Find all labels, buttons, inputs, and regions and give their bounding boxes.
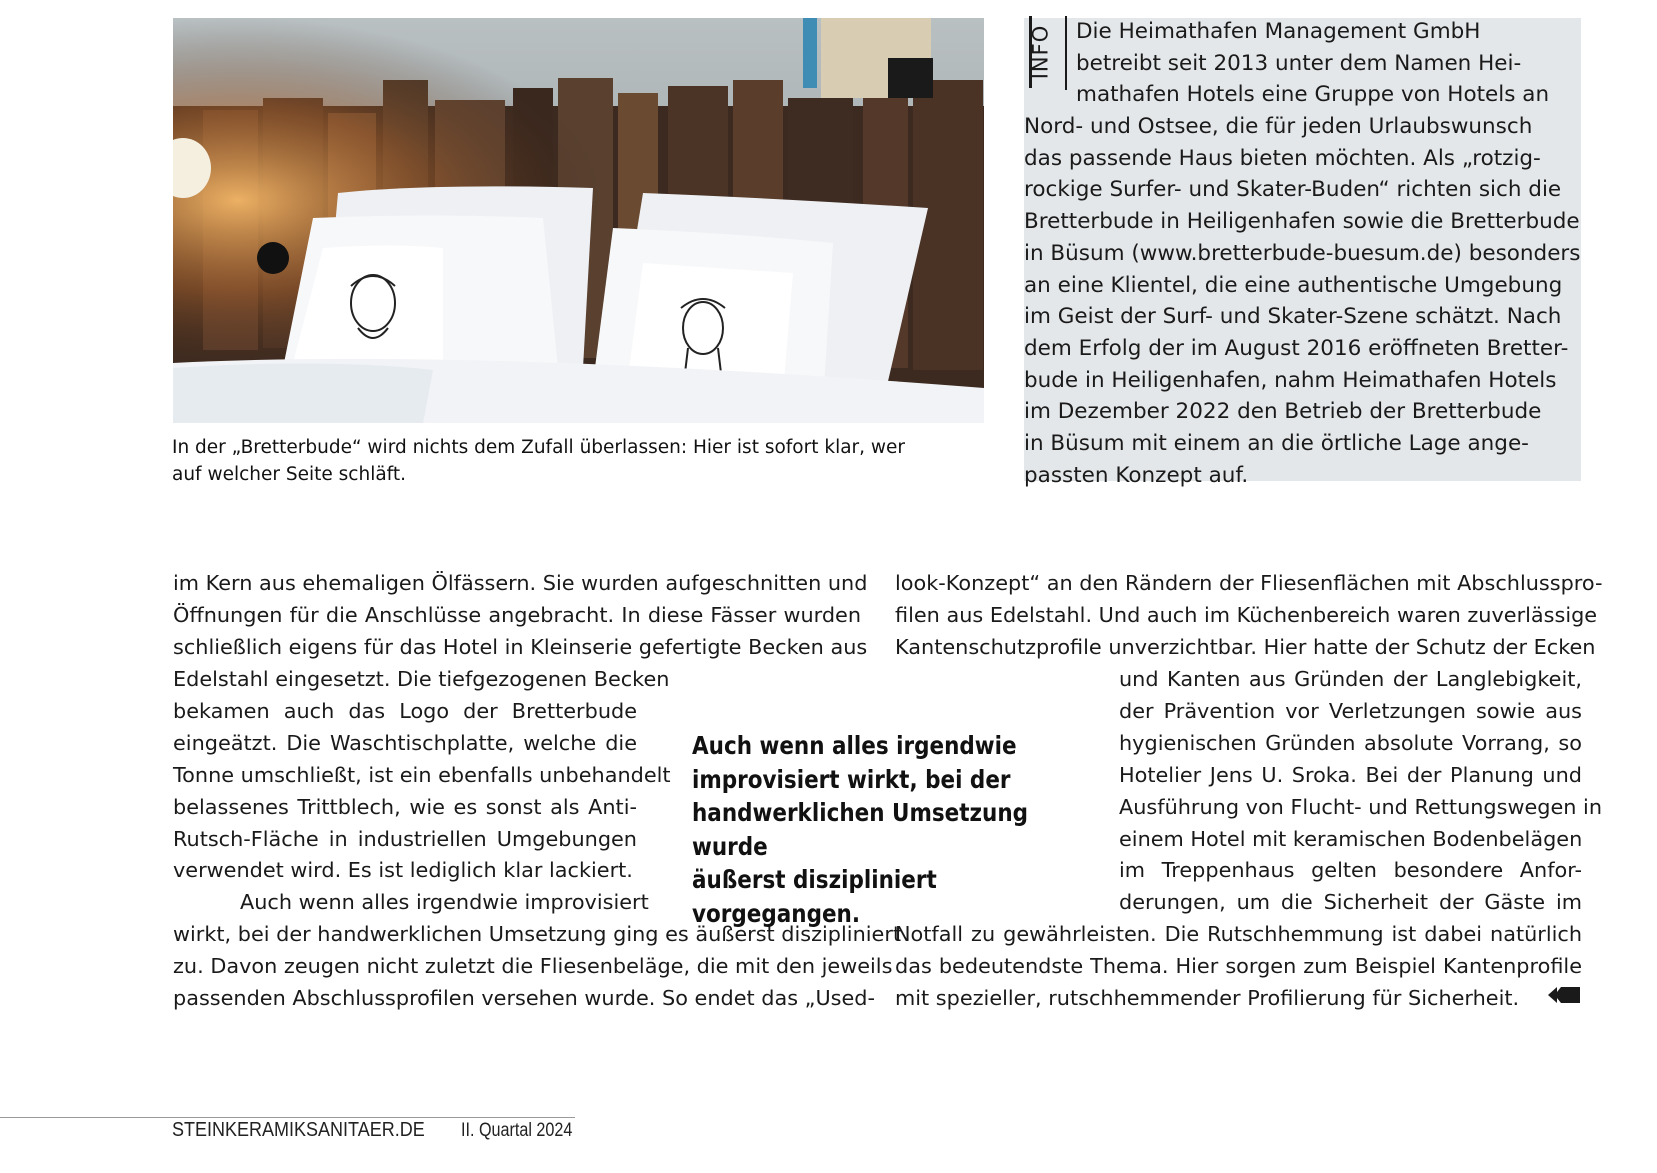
info-tag-divider — [1065, 16, 1067, 90]
body-line: derungen, um die Sicherheit der Gäste im — [1119, 890, 1582, 915]
footer-divider — [0, 1117, 575, 1118]
pull-quote-line: Auch wenn alles irgendwie — [692, 731, 1017, 760]
right-column-bottom — [895, 919, 1582, 1015]
info-text-indented — [1076, 16, 1549, 111]
hotel-bed-photo — [173, 18, 984, 423]
body-line: Auch wenn alles irgendwie improvisiert — [240, 890, 649, 915]
caption-line: In der „Bretterbude“ wird nichts dem Zufall überlassen: Hier ist sofort klar, wer — [172, 437, 906, 458]
pull-quote-line: improvisiert wirkt, bei der — [692, 764, 1011, 794]
body-line: einem Hotel mit keramischen Bodenbelägen — [1119, 826, 1583, 851]
right-column-top — [895, 568, 1603, 664]
info-line: Bretterbude in Heiligenhafen sowie die Bretterbude — [1024, 209, 1580, 235]
info-line: Die Heimathafen Management GmbH — [1076, 19, 1481, 44]
info-line: im Dezember 2022 den Betrieb der Bretterbude — [1024, 399, 1542, 425]
end-of-article-icon — [1548, 985, 1580, 1005]
body-line: das bedeutendste Thema. Hier sorgen zum Beispiel Kantenprofile — [895, 953, 1582, 978]
info-line: Nord- und Ostsee, die für jeden Urlaubswunsch — [1024, 114, 1533, 139]
info-line: mathafen Hotels eine Gruppe von Hotels an — [1076, 82, 1550, 108]
body-line: filen aus Edelstahl. Und auch im Küchenbereich waren zuverlässige — [895, 602, 1598, 627]
pull-quote-line: äußerst diszipliniert vorgegangen. — [692, 865, 937, 928]
info-line: dem Erfolg der im August 2016 eröffneten Bretter- — [1024, 335, 1569, 361]
body-line: Edelstahl eingesetzt. Die tiefgezogenen Becken — [173, 667, 670, 691]
body-line: mit spezieller, rutschhemmender Profilierung für Sicherheit. — [895, 985, 1520, 1010]
info-line: rockige Surfer- und Skater-Buden“ richten sich die — [1024, 177, 1562, 203]
info-text — [1024, 111, 1580, 491]
right-column-narrow — [1119, 664, 1603, 919]
body-line: und Kanten aus Gründen der Langlebigkeit, — [1119, 667, 1582, 691]
body-line: passenden Abschlussprofilen versehen wurde. So endet das „Used- — [173, 985, 876, 1010]
body-line: look-Konzept“ an den Rändern der Fliesenflächen mit Abschlusspro- — [895, 571, 1603, 595]
info-tag — [1029, 16, 1065, 92]
info-line: bude in Heiligenhafen, nahm Heimathafen Hotels — [1024, 367, 1557, 393]
body-line: wirkt, bei der handwerklichen Umsetzung ging es äußerst diszipliniert — [173, 922, 902, 946]
body-line: Ausführung von Flucht- und Rettungswegen in — [1119, 794, 1603, 819]
caption-line: auf welcher Seite schläft. — [172, 464, 406, 485]
body-line: belassenes Trittblech, wie es sonst als Anti- — [173, 794, 637, 819]
body-line: Tonne umschließt, ist ein ebenfalls unbehandelt — [173, 762, 671, 787]
info-tag-label: INFO — [1028, 24, 1053, 80]
info-line: in Büsum (www.bretterbude-buesum.de) besonders — [1024, 240, 1581, 266]
body-line: im Treppenhaus gelten besondere Anfor- — [1119, 858, 1582, 883]
body-line: verwendet wird. Es ist lediglich klar lackiert. — [173, 858, 633, 883]
body-line: Kantenschutzprofile unverzichtbar. Hier hatte der Schutz der Ecken — [895, 634, 1596, 659]
photo-caption — [172, 434, 932, 488]
body-line: Rutsch-Fläche in industriellen Umgebungen — [173, 826, 637, 851]
info-line: das passende Haus bieten möchten. Als „rotzig- — [1024, 145, 1541, 171]
pull-quote-line: handwerklichen Umsetzung wurde — [692, 798, 1029, 861]
info-line: an eine Klientel, die eine authentische Umgebung — [1024, 272, 1563, 298]
body-line: Notfall zu gewährleisten. Die Rutschhemmung ist dabei natürlich — [895, 922, 1582, 946]
body-line: hygienischen Gründen absolute Vorrang, so — [1119, 730, 1582, 755]
info-line: betreibt seit 2013 unter dem Namen Hei- — [1076, 50, 1522, 76]
info-line: in Büsum mit einem an die örtliche Lage ange- — [1024, 431, 1529, 457]
pull-quote — [692, 729, 1036, 930]
footer-site: STEINKERAMIKSANITAER.DE — [172, 1119, 425, 1141]
left-column-bottom — [173, 919, 902, 1015]
body-line: im Kern aus ehemaligen Ölfässern. Sie wurden aufgeschnitten und — [173, 571, 868, 595]
info-line: passten Konzept auf. — [1024, 462, 1249, 488]
info-line: im Geist der Surf- und Skater-Szene schätzt. Nach — [1024, 304, 1562, 330]
body-line: Hotelier Jens U. Sroka. Bei der Planung und — [1119, 762, 1582, 787]
body-line: bekamen auch das Logo der Bretterbude — [173, 698, 637, 723]
left-column-narrow — [173, 664, 671, 919]
body-line: zu. Davon zeugen nicht zuletzt die Fliesenbeläge, die mit den jeweils — [173, 953, 893, 978]
left-column-top — [173, 568, 868, 664]
body-line: schließlich eigens für das Hotel in Kleinserie gefertigte Becken aus — [173, 634, 868, 659]
body-line: eingeätzt. Die Waschtischplatte, welche die — [173, 730, 637, 755]
footer-issue: II. Quartal 2024 — [461, 1120, 573, 1141]
body-line: Öffnungen für die Anschlüsse angebracht. In diese Fässer wurden — [173, 602, 861, 627]
body-line: der Prävention vor Verletzungen sowie aus — [1119, 698, 1582, 723]
